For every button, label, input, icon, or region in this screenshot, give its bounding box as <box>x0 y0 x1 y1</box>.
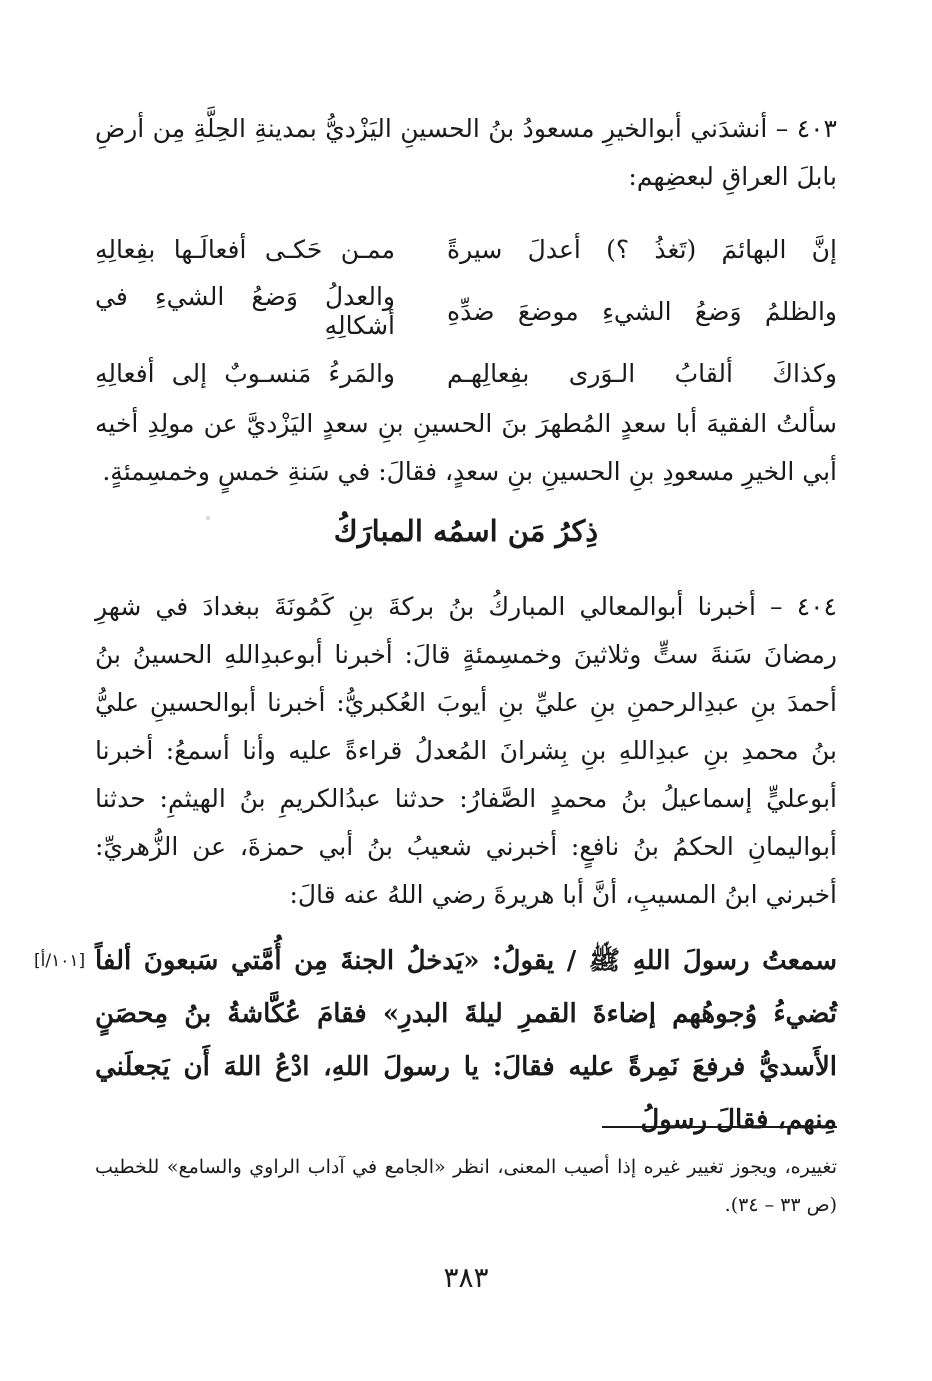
hadith-passage <box>95 935 837 1147</box>
manuscript-folio-marker: [١٠١/أ] <box>34 951 86 971</box>
entry-403-note <box>95 400 837 496</box>
section-heading: ذِكرُ مَن اسمُه المبارَكُ <box>333 514 599 548</box>
verse-line <box>95 342 837 404</box>
footnote-separator <box>602 1126 837 1128</box>
entry-403-text: ٤٠٣ – أنشدَني أبوالخيرِ مسعودُ بنُ الحسينِ اليَزْديُّ بمدينةِ الحِلَّةِ مِن أرضِ بابلَ العراقِ لبعضِهم: <box>95 114 837 191</box>
verse-first-hemistich: إنَّ البهائمَ (تَغذُ ؟) أعدلَ سيرةً <box>447 234 837 264</box>
footnote-text: تغييره، ويجوز تغيير غيره إذا أصيب المعنى، انظر «الجامع في آداب الراوي والسامع» للخطيب (ص ٣٣ – ٣٤). <box>95 1156 837 1216</box>
paper-speck <box>206 516 210 520</box>
footnote <box>95 1148 837 1224</box>
verse-second-hemistich: والمَرءُ مَنسـوبٌ إلى أفعالِهِ <box>95 358 395 388</box>
birth-note-text: سألتُ الفقيهَ أبا سعدٍ المُطهرَ بنَ الحسينِ بنِ سعدٍ اليَزْديَّ عن مولِدِ أخيه أبي الخيرِ مسعودِ بنِ الحسينِ بنِ سعدٍ، فقالَ: في سَنةِ خمسٍ وخمسِمئةٍ. <box>95 409 837 486</box>
entry-404 <box>95 583 837 919</box>
entry-404-text: ٤٠٤ – أخبرنا أبوالمعالي المباركُ بنُ بركةَ بنِ كَمُونَةَ ببغدادَ في شهرِ رمضانَ سَنةَ ستٍّ وثلاثينَ وخمسِمئةٍ قالَ: أخبرنا أبوعبدِاللهِ الحسينُ بنُ أحمدَ بنِ عبدِالرحمنِ بنِ عليِّ بنِ أيوبَ العُكبريُّ: أخبرنا أبوالحسينِ عليُّ بنُ محمدِ بنِ عبدِاللهِ بنِ بِشرانَ المُعدلُ قراءةً عليه وأنا أسمعُ: أخبرنا أبوعليٍّ إسماعيلُ بنُ محمدٍ الصَّفارُ: حدثنا عبدُالكريمِ بنُ الهيثمِ: حدثنا أبواليمانِ الحكمُ بنُ نافعٍ: أخبرني شعيبُ بنُ أبي حمزةَ، عن الزُّهريِّ: أخبرني ابنُ المسيبِ، أنَّ أبا هريرةَ رضي اللهُ عنه قالَ: <box>95 592 837 909</box>
entry-403 <box>95 105 837 201</box>
verse-second-hemistich: والعدلُ وَضعُ الشيءِ في أشكالِهِ <box>95 282 395 340</box>
verse-line <box>95 218 837 280</box>
poem-verses <box>95 218 837 404</box>
verse-line <box>95 280 837 342</box>
verse-first-hemistich: والظلمُ وَضعُ الشيءِ موضعَ ضدِّهِ <box>447 296 837 326</box>
hadith-text: سمعتُ رسولَ اللهِ ﷺ / يقولُ: «يَدخلُ الجنةَ مِن أُمَّتي سَبعونَ ألفاً تُضيءُ وُجوهُهم إضاءةَ القمرِ ليلةَ البدرِ» فقامَ عُكَّاشةُ بنُ مِحصَنٍ الأَسديُّ فرفعَ نَمِرةً عليه فقالَ: يا رسولَ اللهِ، ادْعُ اللهَ أَن يَجعلَني مِنهم، فقالَ رسولُ <box>95 946 837 1135</box>
page-number: ٣٨٣ <box>443 1261 489 1294</box>
verse-first-hemistich: وكذاكَ ألقابُ الـوَرى بفِعالِهـم <box>447 358 837 388</box>
verse-second-hemistich: ممـن حَكـى أفعالَـها بفِعالِهِ <box>95 234 395 264</box>
